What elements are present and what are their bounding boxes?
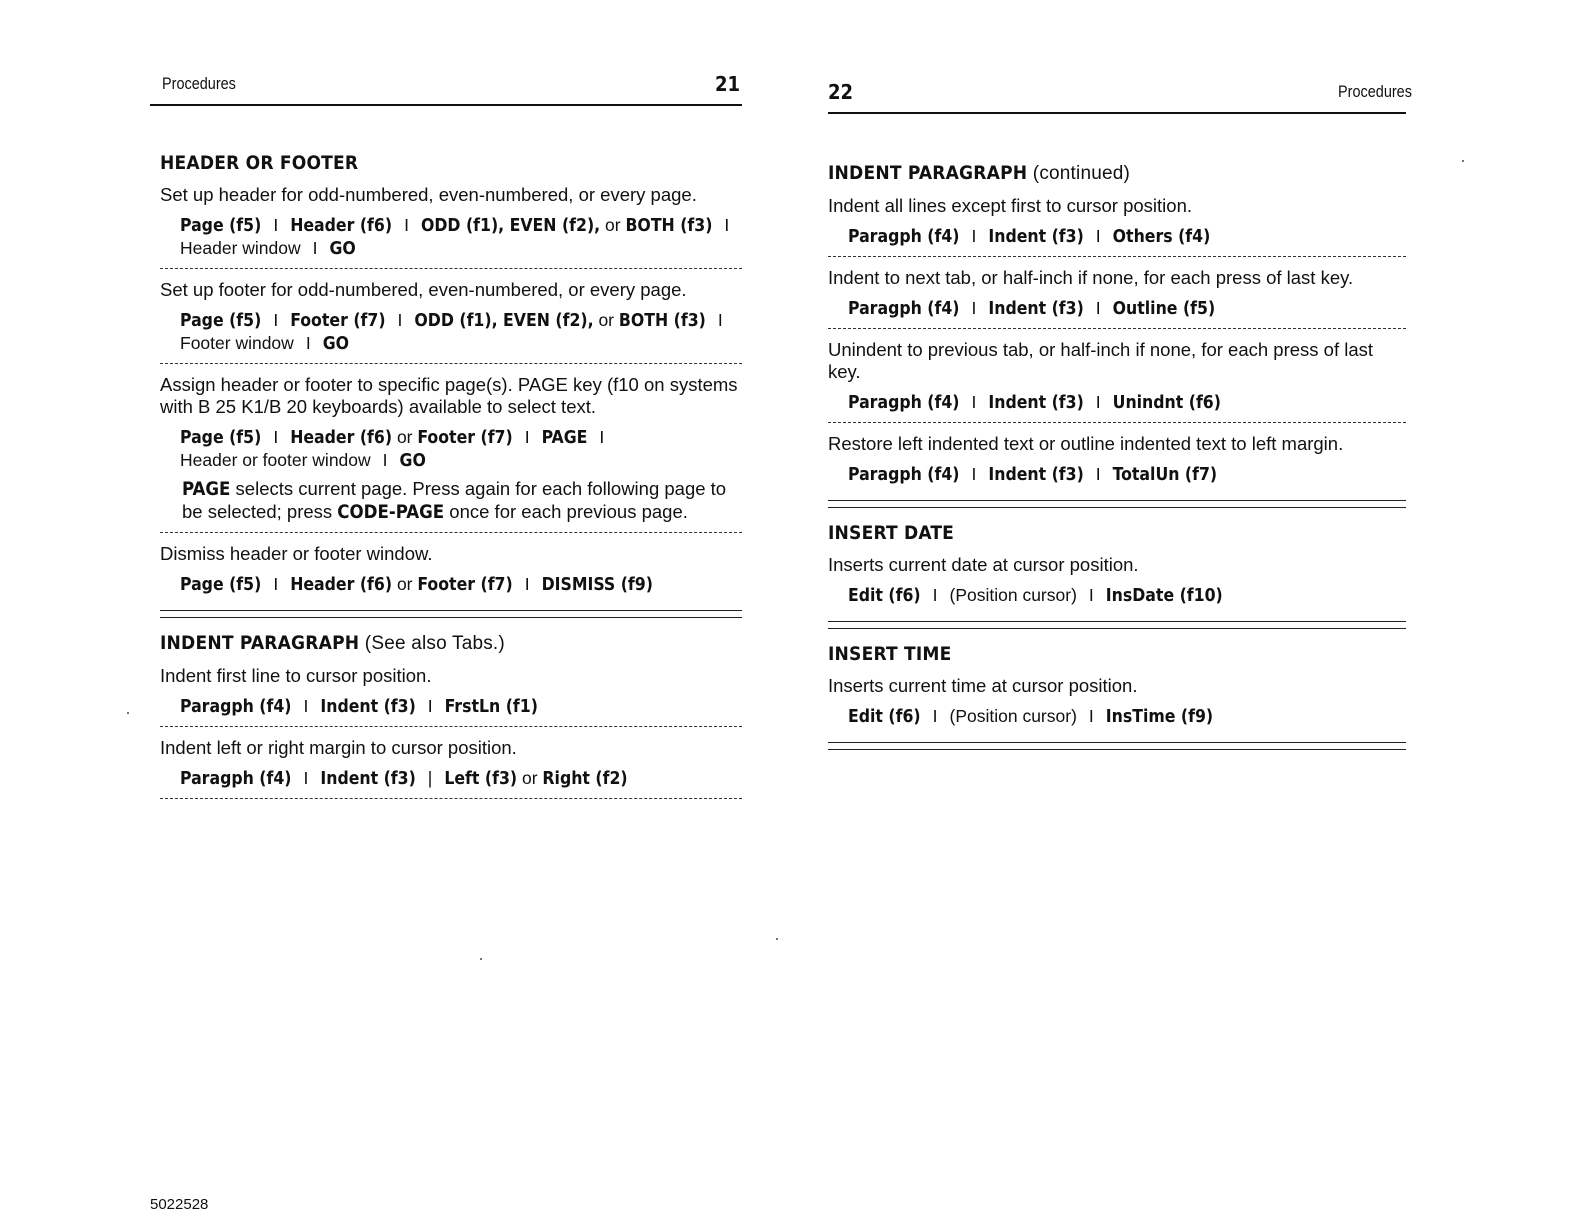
key: Indent (f3) xyxy=(988,465,1084,485)
hf-entry-2-keys: Page (f5) I Header (f6) or Footer (f7) I PAGE I Header or footer window I GO xyxy=(180,427,605,471)
note-text: once for each previous page. xyxy=(444,501,688,522)
key: Paragph (f4) xyxy=(848,299,960,319)
indent-continued-title xyxy=(828,162,1406,185)
key: Outline (f5) xyxy=(1112,299,1216,319)
dashed-divider xyxy=(828,256,1406,257)
key: Right (f2) xyxy=(542,769,628,789)
key: InsDate (f10) xyxy=(1105,586,1223,606)
key: Header (f6) xyxy=(290,216,393,236)
dashed-divider xyxy=(160,726,742,727)
ic-entry-3-keys: Paragph (f4) I Indent (f3) I TotalUn (f7) xyxy=(848,464,1218,485)
key: BOTH (f3) xyxy=(618,311,706,331)
left-page-number: 21 xyxy=(714,72,740,96)
key: Page (f5) xyxy=(180,216,262,236)
insert-time-desc: Inserts current time at cursor position. xyxy=(828,675,1138,696)
key: Indent (f3) xyxy=(320,769,416,789)
hf-entry-2-desc: Assign header or footer to specific page(s). PAGE key (f10 on systems with B 25 K1/B 20 keyboards) available to select text. xyxy=(160,374,738,417)
key: Paragph (f4) xyxy=(848,393,960,413)
window-text: Footer window xyxy=(180,333,294,353)
scan-speck xyxy=(127,712,129,714)
position-cursor-text: (Position cursor) xyxy=(949,585,1077,605)
section-title-text: INDENT PARAGRAPH xyxy=(828,162,1028,184)
key: Footer (f7) xyxy=(417,575,513,595)
insert-date-keys: Edit (f6) I (Position cursor) I InsDate (f10) xyxy=(848,585,1223,606)
dashed-divider xyxy=(160,798,742,799)
key: BOTH (f3) xyxy=(625,216,713,236)
key: InsTime (f9) xyxy=(1105,707,1214,727)
section-divider xyxy=(828,500,1406,508)
ic-entry-0-keys: Paragph (f4) I Indent (f3) I Others (f4) xyxy=(848,226,1211,247)
right-running-head xyxy=(828,72,1412,114)
key: Page (f5) xyxy=(180,311,262,331)
note-key: PAGE xyxy=(182,479,231,500)
dashed-divider xyxy=(160,363,742,364)
insert-date-title: INSERT DATE xyxy=(828,522,955,544)
window-text: Header or footer window xyxy=(180,450,371,470)
key: Footer (f7) xyxy=(290,311,386,331)
hf-entry-1-keys: Page (f5) I Footer (f7) I ODD (f1), EVEN (f2), or BOTH (f3) I Footer window I GO xyxy=(180,310,723,354)
left-content xyxy=(150,152,742,809)
connector: or xyxy=(598,310,615,330)
ip-entry-1-keys: Paragph (f4) I Indent (f3) | Left (f3) or Right (f2) xyxy=(180,768,628,789)
ic-entry-2-desc: Unindent to previous tab, or half-inch if none, for each press of last key. xyxy=(828,339,1374,382)
ic-entry-3-desc: Restore left indented text or outline indented text to left margin. xyxy=(828,433,1344,454)
dashed-divider xyxy=(160,268,742,269)
connector: or xyxy=(605,215,621,235)
note-key: CODE-PAGE xyxy=(337,502,445,523)
section-title-suffix: (continued) xyxy=(1032,163,1131,184)
ic-entry-0-desc: Indent all lines except first to cursor position. xyxy=(828,195,1193,216)
position-cursor-text: (Position cursor) xyxy=(949,706,1077,726)
document-code: 5022528 xyxy=(150,1196,209,1213)
dashed-divider xyxy=(828,422,1406,423)
key: Page (f5) xyxy=(180,575,262,595)
key: GO xyxy=(399,451,426,471)
section-divider xyxy=(828,742,1406,750)
scan-speck xyxy=(1462,160,1464,162)
left-running-head xyxy=(150,64,742,106)
hf-entry-0-desc: Set up header for odd-numbered, even-numbered, or every page. xyxy=(160,184,697,205)
right-content xyxy=(828,162,1406,764)
hf-entry-3-keys: Page (f5) I Header (f6) or Footer (f7) I DISMISS (f9) xyxy=(180,574,653,595)
key: Footer (f7) xyxy=(417,428,513,448)
dashed-divider xyxy=(828,328,1406,329)
key: GO xyxy=(329,239,356,259)
key: Others (f4) xyxy=(1112,227,1211,247)
section-divider xyxy=(160,610,742,618)
left-running-title: Procedures xyxy=(162,74,236,93)
ip-entry-0-keys: Paragph (f4) I Indent (f3) I FrstLn (f1) xyxy=(180,696,538,717)
header-footer-title: HEADER OR FOOTER xyxy=(160,152,359,174)
scan-speck xyxy=(480,958,482,960)
key: Header (f6) xyxy=(290,575,393,595)
key: FrstLn (f1) xyxy=(444,697,538,717)
right-page-number: 22 xyxy=(828,80,854,104)
dashed-divider xyxy=(160,532,742,533)
ic-entry-1-keys: Paragph (f4) I Indent (f3) I Outline (f5) xyxy=(848,298,1216,319)
window-text: Header window xyxy=(180,238,301,258)
key: PAGE xyxy=(541,428,588,448)
key: Paragph (f4) xyxy=(180,769,292,789)
ic-entry-2-keys: Paragph (f4) I Indent (f3) I Unindnt (f6) xyxy=(848,392,1221,413)
key: Unindnt (f6) xyxy=(1112,393,1221,413)
right-running-title: Procedures xyxy=(1338,82,1412,101)
key: Header (f6) xyxy=(290,428,393,448)
ip-entry-0-desc: Indent first line to cursor position. xyxy=(160,665,432,686)
key: Indent (f3) xyxy=(988,299,1084,319)
insert-date-desc: Inserts current date at cursor position. xyxy=(828,554,1139,575)
key: Paragph (f4) xyxy=(180,697,292,717)
hf-entry-3-desc: Dismiss header or footer window. xyxy=(160,543,433,564)
key: ODD (f1), EVEN (f2), xyxy=(414,311,594,331)
key: GO xyxy=(322,334,349,354)
key: Left (f3) xyxy=(444,769,518,789)
note-text: selects current page. Press again for each following page to be selected; press xyxy=(182,478,727,522)
connector: or xyxy=(396,427,413,447)
key: DISMISS (f9) xyxy=(541,575,653,595)
section-title-suffix: (See also Tabs.) xyxy=(364,633,505,654)
key: Paragph (f4) xyxy=(848,227,960,247)
page-key-note xyxy=(182,478,742,524)
insert-time-keys: Edit (f6) I (Position cursor) I InsTime (f9) xyxy=(848,706,1214,727)
key: Indent (f3) xyxy=(320,697,416,717)
indent-paragraph-title xyxy=(160,632,742,655)
key: Edit (f6) xyxy=(848,707,921,727)
connector: or xyxy=(396,574,413,594)
hf-entry-1-desc: Set up footer for odd-numbered, even-numbered, or every page. xyxy=(160,279,687,300)
key: TotalUn (f7) xyxy=(1112,465,1218,485)
connector: or xyxy=(521,768,538,788)
section-divider xyxy=(828,621,1406,629)
insert-time-title: INSERT TIME xyxy=(828,643,952,665)
ip-entry-1-desc: Indent left or right margin to cursor position. xyxy=(160,737,517,758)
key: Page (f5) xyxy=(180,428,262,448)
scan-speck xyxy=(776,938,778,940)
key: Indent (f3) xyxy=(988,227,1084,247)
key: ODD (f1), EVEN (f2), xyxy=(420,216,601,236)
ic-entry-1-desc: Indent to next tab, or half-inch if none, for each press of last key. xyxy=(828,267,1354,288)
section-title-text: INDENT PARAGRAPH xyxy=(160,632,360,654)
hf-entry-0-keys: Page (f5) I Header (f6) I ODD (f1), EVEN (f2), or BOTH (f3) I Header window I GO xyxy=(180,215,730,259)
key: Paragph (f4) xyxy=(848,465,960,485)
key: Indent (f3) xyxy=(988,393,1084,413)
key: Edit (f6) xyxy=(848,586,921,606)
